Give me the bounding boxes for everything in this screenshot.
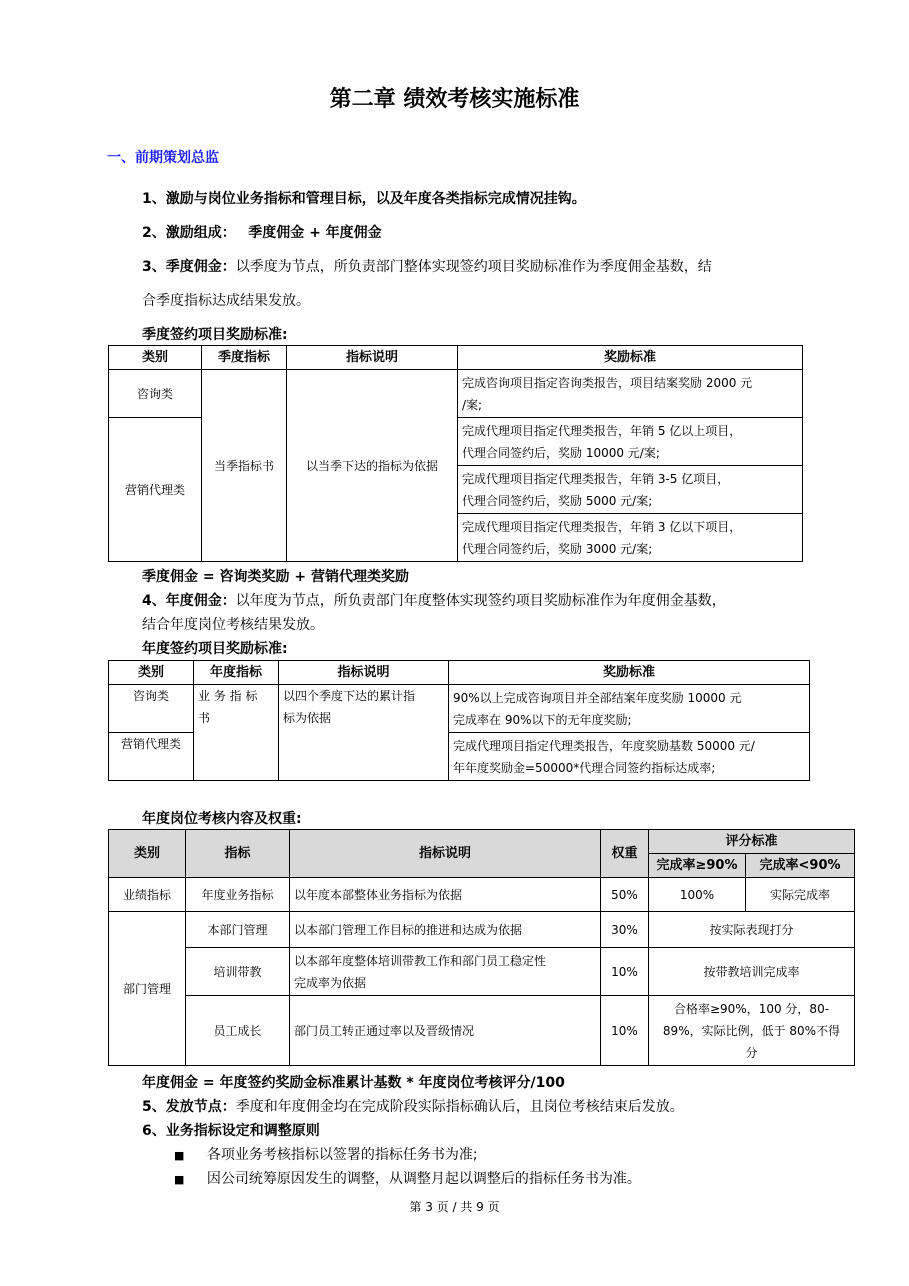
cell-reward: 完成代理项目指定代理类报告，年销 3 亿以下项目， 代理合同签约后，奖励 3000 元/案; bbox=[458, 514, 803, 562]
th-score-high: 完成率≥90% bbox=[649, 854, 746, 878]
item-4-text: 以年度为节点，所负责部门年度整体实现签约项目奖励标准作为年度佣金基数， bbox=[235, 593, 726, 609]
bullet-1 bbox=[174, 1146, 478, 1165]
th-indicator: 指标 bbox=[186, 830, 290, 878]
square-bullet-icon: ■ bbox=[174, 1173, 185, 1186]
cell-indicator: 业 务 指 标 书 bbox=[194, 685, 279, 781]
cell-score: 按带教培训完成率 bbox=[649, 948, 855, 996]
item-4 bbox=[142, 592, 726, 610]
th-description: 指标说明 bbox=[279, 661, 449, 685]
cell-score: 按实际表现打分 bbox=[649, 912, 855, 948]
cell-category: 咨询类 bbox=[109, 370, 202, 418]
table1-caption: 季度签约项目奖励标准: bbox=[142, 327, 288, 343]
th-score-low: 完成率<90% bbox=[746, 854, 855, 878]
item-2-value: 季度佣金 + 年度佣金 bbox=[248, 225, 382, 241]
cell-reward: 完成咨询项目指定咨询类报告，项目结案奖励 2000 元 /案; bbox=[458, 370, 803, 418]
cell-description: 以四个季度下达的累计指 标为依据 bbox=[279, 685, 449, 781]
item-3-text: 以季度为节点，所负责部门整体实现签约项目奖励标准作为季度佣金基数，结 bbox=[235, 259, 712, 275]
page-footer: 第 3 页 / 共 9 页 bbox=[409, 1200, 500, 1214]
cell-category: 咨询类 bbox=[109, 685, 194, 733]
quarterly-reward-table bbox=[108, 345, 803, 562]
assessment-table bbox=[108, 829, 855, 1066]
cell-category: 部门管理 bbox=[109, 912, 186, 1066]
th-category: 类别 bbox=[109, 346, 202, 370]
page-title: 第二章 绩效考核实施标准 bbox=[329, 87, 580, 112]
cell-reward: 完成代理项目指定代理类报告，年销 5 亿以上项目， 代理合同签约后，奖励 10000 元/案; bbox=[458, 418, 803, 466]
item-6: 6、业务指标设定和调整原则 bbox=[142, 1123, 320, 1139]
cell-category: 营销代理类 bbox=[109, 733, 194, 781]
th-indicator: 季度指标 bbox=[202, 346, 287, 370]
th-reward: 奖励标准 bbox=[449, 661, 810, 685]
cell-description: 以本部年度整体培训带教工作和部门员工稳定性 完成率为依据 bbox=[290, 948, 601, 996]
item-4-cont: 结合年度岗位考核结果发放。 bbox=[142, 617, 324, 633]
item-5 bbox=[142, 1098, 684, 1116]
item-3-cont: 合季度指标达成结果发放。 bbox=[142, 293, 310, 309]
cell-indicator: 本部门管理 bbox=[186, 912, 290, 948]
cell-score: 合格率≥90%，100 分，80- 89%，实际比例，低于 80%不得 分 bbox=[649, 996, 855, 1066]
th-indicator: 年度指标 bbox=[194, 661, 279, 685]
item-2-label: 2、激励组成： bbox=[142, 225, 236, 241]
table2-caption: 年度签约项目奖励标准: bbox=[142, 641, 288, 657]
item-5-text: 季度和年度佣金均在完成阶段实际指标确认后，且岗位考核结束后发放。 bbox=[235, 1099, 684, 1115]
item-5-label: 5、发放节点： bbox=[142, 1099, 236, 1115]
square-bullet-icon: ■ bbox=[174, 1149, 185, 1162]
th-scoring: 评分标准 bbox=[649, 830, 855, 854]
cell-category: 营销代理类 bbox=[109, 418, 202, 562]
cell-description: 部门员工转正通过率以及晋级情况 bbox=[290, 996, 601, 1066]
cell-weight: 10% bbox=[601, 948, 649, 996]
formula-quarterly: 季度佣金 = 咨询类奖励 + 营销代理类奖励 bbox=[142, 569, 409, 585]
annual-reward-table bbox=[108, 660, 810, 781]
section-heading: 一、前期策划总监 bbox=[107, 150, 219, 166]
cell-reward: 90%以上完成咨询项目并全部结案年度奖励 10000 元 完成率在 90%以下的无年度奖励; bbox=[449, 685, 810, 733]
cell-weight: 50% bbox=[601, 878, 649, 912]
item-3-label: 3、季度佣金： bbox=[142, 259, 236, 275]
cell-description: 以当季下达的指标为依据 bbox=[287, 370, 458, 562]
cell-score-low: 实际完成率 bbox=[746, 878, 855, 912]
item-4-label: 4、年度佣金： bbox=[142, 593, 236, 609]
th-description: 指标说明 bbox=[290, 830, 601, 878]
item-2 bbox=[142, 224, 382, 242]
item-1: 1、激励与岗位业务指标和管理目标，以及年度各类指标完成情况挂钩。 bbox=[142, 191, 586, 207]
bullet-text: 因公司统筹原因发生的调整，从调整月起以调整后的指标任务书为准。 bbox=[206, 1171, 641, 1187]
cell-description: 以年度本部整体业务指标为依据 bbox=[290, 878, 601, 912]
th-description: 指标说明 bbox=[287, 346, 458, 370]
item-3 bbox=[142, 258, 712, 276]
table3-caption: 年度岗位考核内容及权重: bbox=[142, 811, 302, 827]
cell-reward: 完成代理项目指定代理类报告，年销 3-5 亿项目， 代理合同签约后，奖励 5000 元/案; bbox=[458, 466, 803, 514]
cell-score-high: 100% bbox=[649, 878, 746, 912]
th-weight: 权重 bbox=[601, 830, 649, 878]
cell-category: 业绩指标 bbox=[109, 878, 186, 912]
cell-description: 以本部门管理工作目标的推进和达成为依据 bbox=[290, 912, 601, 948]
cell-weight: 10% bbox=[601, 996, 649, 1066]
cell-indicator: 员工成长 bbox=[186, 996, 290, 1066]
formula-annual: 年度佣金 = 年度签约奖励金标准累计基数 * 年度岗位考核评分/100 bbox=[142, 1075, 565, 1091]
cell-weight: 30% bbox=[601, 912, 649, 948]
th-category: 类别 bbox=[109, 830, 186, 878]
th-category: 类别 bbox=[109, 661, 194, 685]
bullet-2 bbox=[174, 1170, 641, 1189]
cell-indicator: 培训带教 bbox=[186, 948, 290, 996]
cell-indicator: 当季指标书 bbox=[202, 370, 287, 562]
cell-reward: 完成代理项目指定代理类报告，年度奖励基数 50000 元/ 年年度奖励金=50000*代理合同签约指标达成率; bbox=[449, 733, 810, 781]
cell-indicator: 年度业务指标 bbox=[186, 878, 290, 912]
th-reward: 奖励标准 bbox=[458, 346, 803, 370]
bullet-text: 各项业务考核指标以签署的指标任务书为准; bbox=[206, 1147, 478, 1163]
